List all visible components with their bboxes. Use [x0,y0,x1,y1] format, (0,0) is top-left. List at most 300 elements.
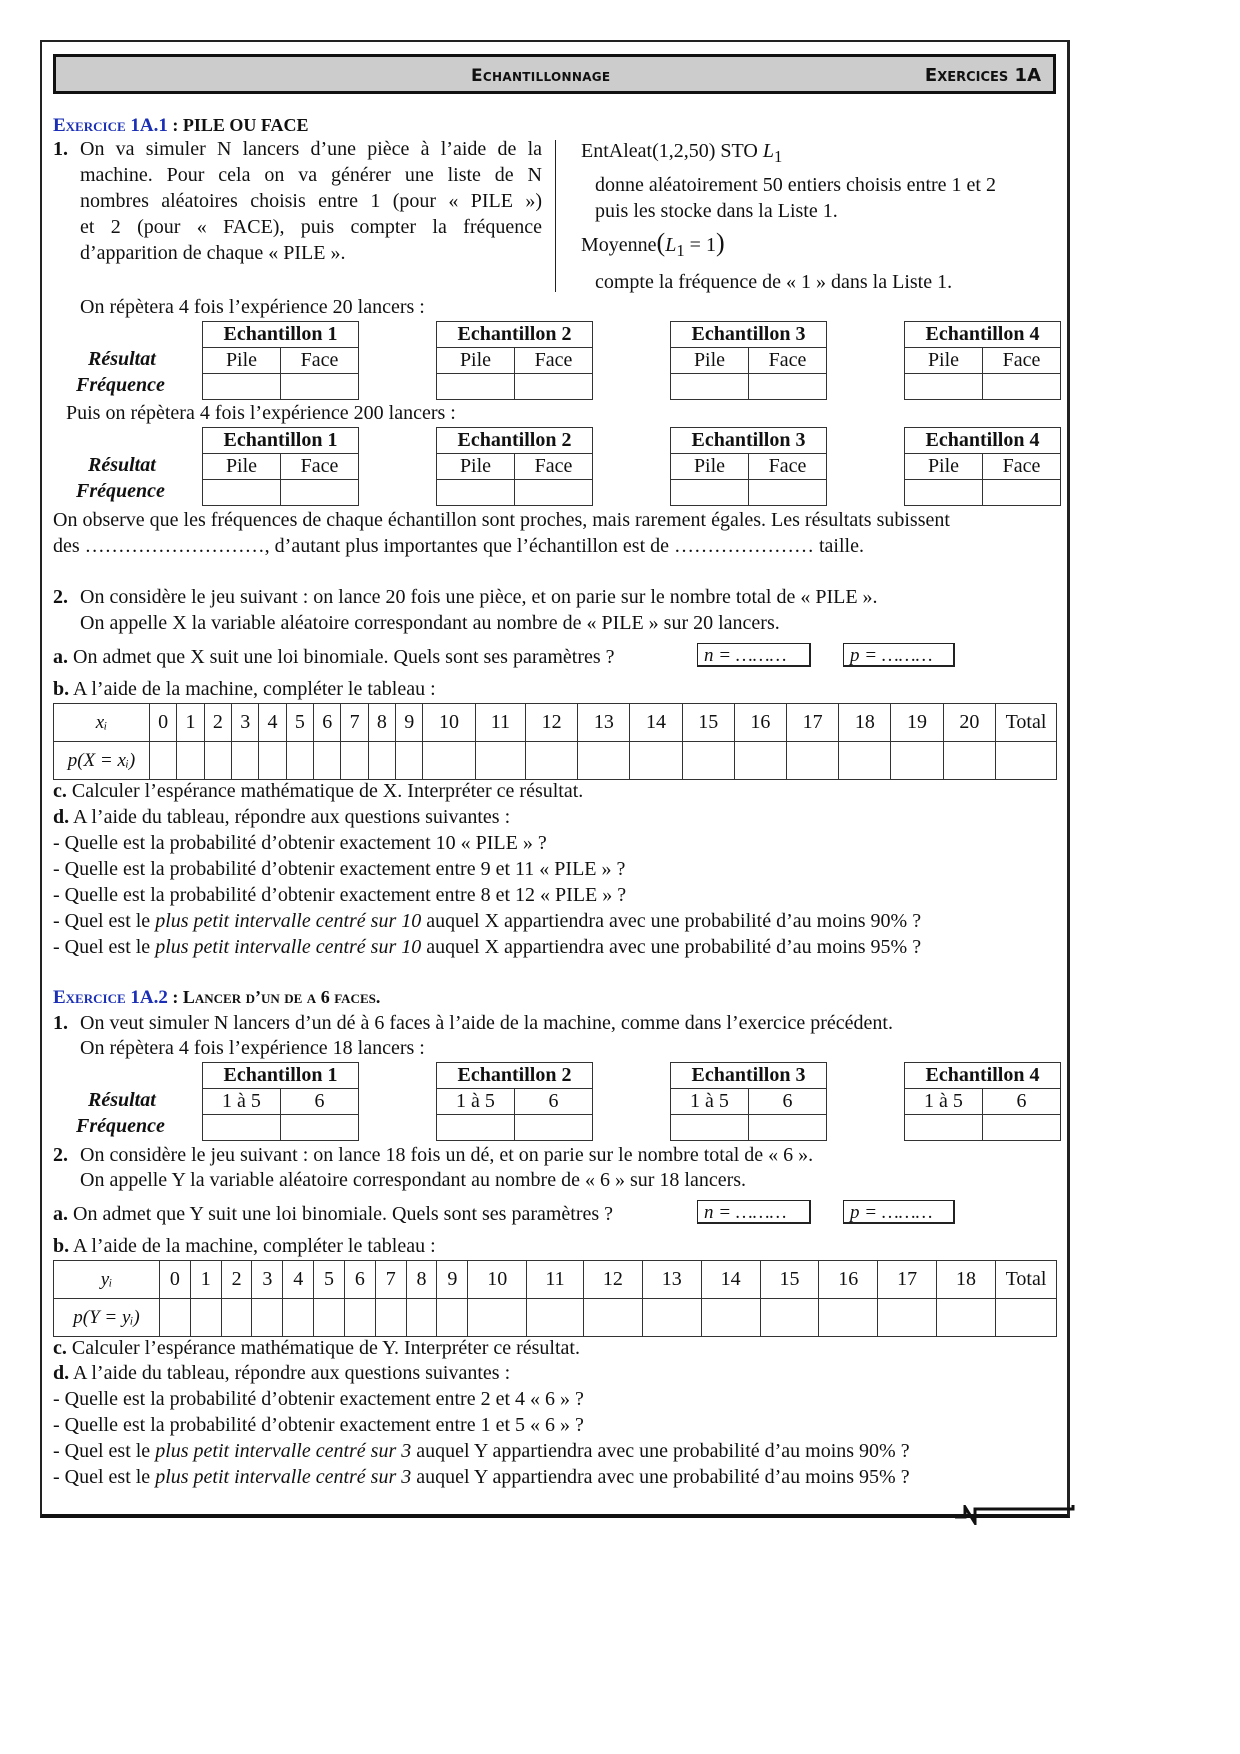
sample-header-row [905,428,1061,454]
probability-cell[interactable] [937,1299,996,1337]
probability-cell[interactable] [160,1299,191,1337]
value-cell: 6 [314,704,341,742]
probability-cell[interactable] [760,1299,819,1337]
value-cell: 0 [150,704,177,742]
frequency-cell[interactable] [983,374,1061,400]
sample-col-1: Pile [671,454,749,480]
sample-header-row [437,322,593,348]
calc-cmd1-sub: 1 [773,147,783,166]
question-emphasis: plus petit intervalle centré sur 10 [155,910,422,932]
table-row-probabilities [54,1299,1057,1337]
qc-label: c. [53,1337,67,1359]
frequency-cell[interactable] [905,480,983,506]
q1-line: machine. Pour cela on va générer une liste de N [80,164,542,186]
probability-cell[interactable] [423,742,475,780]
value-cell: 10 [423,704,475,742]
sample-name: Echantillon 3 [671,428,827,454]
sample-name: Echantillon 3 [671,1063,827,1089]
frequency-cell[interactable] [203,1115,281,1141]
value-cell: 3 [252,1261,283,1299]
qc-question: Calculer l’espérance mathématique de X. Interpréter ce résultat. [71,780,584,802]
sample-col-2: 6 [515,1089,593,1115]
total-cell[interactable] [996,742,1057,780]
sample-table [904,321,1061,400]
frequency-cell[interactable] [281,1115,359,1141]
calc-desc-1a: donne aléatoirement 50 entiers choisis entre 1 et 2 [595,174,996,196]
sample-header-row [203,322,359,348]
frequency-cell[interactable] [515,480,593,506]
value-cell: 1 [190,1261,221,1299]
p-parameter-box[interactable]: p = ……… [843,643,955,667]
probability-cell[interactable] [314,742,341,780]
sample-col-1: 1 à 5 [905,1089,983,1115]
frequency-cell[interactable] [983,480,1061,506]
row-label-frequency: Fréquence [76,374,165,396]
sample-result-row [203,348,359,374]
question-text: - Quel est le [53,936,156,958]
column-divider [555,140,556,292]
question-text: - Quelle est la probabilité d’obtenir exactement entre 2 et 4 « 6 » ? [53,1388,584,1410]
frequency-cell[interactable] [437,374,515,400]
sample-frequency-row [203,1115,359,1141]
frequency-cell[interactable] [983,1115,1061,1141]
sample-table [436,321,593,400]
frequency-cell[interactable] [515,374,593,400]
value-cell: 5 [314,1261,345,1299]
sample-col-1: Pile [437,348,515,374]
exercise-1-subtitle: PILE OU FACE [182,115,309,135]
table-header-yi: yᵢ [54,1261,160,1299]
header-exercises: Exercices 1A [924,65,1041,86]
sample-header-row [671,1063,827,1089]
value-cell: 8 [406,1261,437,1299]
q1-line: d’apparition de chaque « PILE ». [80,242,346,264]
question-text: - Quel est le [53,1440,156,1462]
sample-header-row [905,322,1061,348]
question-text: - Quel est le [53,910,156,932]
q2-number: 2. [53,586,68,608]
probability-cell[interactable] [891,742,943,780]
value-cell: 18 [839,704,891,742]
qc-text [53,778,583,804]
qb-question: A l’aide de la machine, compléter le tableau : [73,678,436,700]
table-row-probabilities [54,742,1057,780]
value-cell: 7 [375,1261,406,1299]
qc-label: c. [53,780,67,802]
calc-cmd1-text: EntAleat(1,2,50) STO [581,140,763,162]
question-item [53,856,625,882]
table-row-values [54,1261,1057,1299]
qd-label: d. [53,806,70,828]
table-header-xi: xᵢ [54,704,150,742]
probability-cell[interactable] [642,1299,701,1337]
sample-col-2: 6 [983,1089,1061,1115]
page-header [53,54,1056,94]
ex2-qb-text [53,1233,436,1259]
n-parameter-box[interactable]: n = ……… [697,643,811,667]
question-text-end: auquel X appartiendra avec une probabilité d’au moins 90% ? [421,910,922,932]
qb-label: b. [53,1235,70,1257]
value-cell: 19 [891,704,943,742]
sample-frequency-row [437,480,593,506]
frequency-cell[interactable] [281,480,359,506]
value-cell: 17 [878,1261,937,1299]
ex2-q2-line-1: On considère le jeu suivant : on lance 18 fois un dé, et on parie sur le nombre total de « 6 ». [80,1144,814,1166]
calc-command-2: $Moyenne(L_1 = 1)$ [581,228,725,260]
probability-cell[interactable] [150,742,177,780]
header-title: Echantillonnage [471,66,611,86]
value-cell: 10 [468,1261,527,1299]
value-cell: 18 [937,1261,996,1299]
frequency-cell[interactable] [749,480,827,506]
ex2-q1-line-1: On veut simuler N lancers d’un dé à 6 faces à l’aide de la machine, comme dans l’exercice précédent. [80,1012,893,1034]
qa-question: On admet que X suit une loi binomiale. Quels sont ses paramètres ? [73,646,615,668]
sample-table [202,321,359,400]
ex2-qc-text [53,1335,580,1361]
sample-header-row [671,322,827,348]
probability-cell[interactable] [341,742,368,780]
q2-line-2: On appelle X la variable aléatoire correspondant au nombre de « PILE » sur 20 lancers. [80,612,780,634]
frequency-cell[interactable] [749,374,827,400]
sample-frequency-row [905,480,1061,506]
sample-col-1: Pile [203,454,281,480]
row-label-result: Résultat [88,1089,156,1111]
probability-cell[interactable] [943,742,995,780]
question-text: - Quel est le [53,1466,156,1488]
exercise-2-number: Exercice 1A.2 [53,987,168,1008]
sample-result-row [905,1089,1061,1115]
probability-cell[interactable] [314,1299,345,1337]
probability-cell[interactable] [375,1299,406,1337]
row-label-result: Résultat [88,454,156,476]
probability-cell[interactable] [221,1299,252,1337]
qb-text [53,676,436,702]
repeat-200-text: Puis on répètera 4 fois l’expérience 200 lancers : [66,402,456,424]
probability-cell[interactable] [787,742,839,780]
question-item [53,1438,910,1464]
sample-name: Echantillon 1 [203,1063,359,1089]
qd-question: A l’aide du tableau, répondre aux questions suivantes : [73,806,511,828]
sample-result-row [203,454,359,480]
calc-cmd2-var: L [665,234,677,256]
ex2-q1-number: 1. [53,1012,68,1034]
repeat-20-text: On répètera 4 fois l’expérience 20 lancers : [80,296,425,318]
probability-cell[interactable] [344,1299,375,1337]
value-cell: 16 [734,704,786,742]
sample-table [904,1062,1061,1141]
value-cell: 5 [286,704,313,742]
question-item [53,882,626,908]
ex2-q2-line-2: On appelle Y la variable aléatoire correspondant au nombre de « 6 » sur 18 lancers. [80,1169,747,1191]
title-separator: : [167,115,183,135]
question-text: - Quelle est la probabilité d’obtenir exactement 10 « PILE » ? [53,832,547,854]
table-row-values [54,704,1057,742]
value-cell: 12 [526,704,578,742]
sample-header-row [437,428,593,454]
value-cell: 4 [283,1261,314,1299]
probability-cell[interactable] [437,1299,468,1337]
sample-name: Echantillon 3 [671,322,827,348]
exercise-1-title [53,112,309,139]
sample-frequency-row [203,480,359,506]
probability-cell[interactable] [283,1299,314,1337]
value-cell: 8 [368,704,395,742]
question-text: - Quelle est la probabilité d’obtenir exactement entre 8 et 12 « PILE » ? [53,884,627,906]
sample-frequency-row [905,1115,1061,1141]
qa-text [53,644,615,670]
row-label-frequency: Fréquence [76,1115,165,1137]
probability-cell[interactable] [177,742,204,780]
total-cell[interactable] [996,1299,1057,1337]
probability-cell[interactable] [526,742,578,780]
title-separator: : [167,987,183,1007]
sample-table [202,427,359,506]
sample-col-1: Pile [671,348,749,374]
q1-line: et 2 (pour « FACE), puis compter la fréquence [80,216,542,238]
question-text: - Quelle est la probabilité d’obtenir exactement entre 9 et 11 « PILE » ? [53,858,626,880]
sample-result-row [437,1089,593,1115]
probability-cell[interactable] [839,742,891,780]
sample-col-1: Pile [203,348,281,374]
frequency-cell[interactable] [749,1115,827,1141]
question-text-end: auquel Y appartiendra avec une probabilité d’au moins 95% ? [411,1466,910,1488]
sample-table [670,1062,827,1141]
frequency-cell[interactable] [671,374,749,400]
sample-frequency-row [905,374,1061,400]
q1-text [80,136,542,266]
probability-cell[interactable] [396,742,423,780]
exercise-2-subtitle: Lancer d’un de a 6 faces. [182,987,381,1007]
probability-cell[interactable] [475,742,525,780]
qc-question: Calculer l’espérance mathématique de Y. Interpréter ce résultat. [71,1337,580,1359]
qa-label: a. [53,1203,68,1225]
sample-col-1: Pile [905,348,983,374]
question-text: - Quelle est la probabilité d’obtenir exactement entre 1 et 5 « 6 » ? [53,1414,584,1436]
sample-col-1: 1 à 5 [671,1089,749,1115]
question-emphasis: plus petit intervalle centré sur 10 [155,936,422,958]
sample-result-row [437,348,593,374]
probability-cell[interactable] [286,742,313,780]
ex2-qa-text [53,1201,613,1227]
question-item [53,934,921,960]
frequency-cell[interactable] [515,1115,593,1141]
exercise-1-number: Exercice 1A.1 [53,115,168,136]
probability-cell[interactable] [232,742,259,780]
value-cell: 17 [787,704,839,742]
sample-frequency-row [671,480,827,506]
total-header: Total [996,704,1057,742]
sample-frequency-row [437,1115,593,1141]
frequency-cell[interactable] [905,374,983,400]
value-cell: 4 [259,704,286,742]
frequency-cell[interactable] [671,1115,749,1141]
sample-col-2: Face [749,348,827,374]
value-cell: 0 [160,1261,191,1299]
sample-col-2: 6 [749,1089,827,1115]
calc-desc-2: compte la fréquence de « 1 » dans la Liste 1. [595,271,953,293]
calc-cmd2-text: Moyenne [581,234,657,256]
table-header-pxi: p(X = xᵢ) [54,742,150,780]
probability-table-y [53,1260,1057,1337]
frequency-cell[interactable] [671,480,749,506]
qa-question: On admet que Y suit une loi binomiale. Quels sont ses paramètres ? [73,1203,614,1225]
probability-cell[interactable] [527,1299,584,1337]
sample-name: Echantillon 4 [905,322,1061,348]
calc-command-1 [581,138,782,170]
probability-cell[interactable] [578,742,630,780]
sample-result-row [905,454,1061,480]
sample-name: Echantillon 4 [905,1063,1061,1089]
ex2-qd-text [53,1360,510,1386]
sample-table [670,321,827,400]
frequency-cell[interactable] [437,1115,515,1141]
sample-header-row [905,1063,1061,1089]
calc-cmd2-sub: 1 [676,241,685,260]
question-item [53,908,921,934]
value-cell: 2 [204,704,231,742]
value-cell: 6 [344,1261,375,1299]
probability-cell[interactable] [630,742,682,780]
sample-col-2: Face [983,454,1061,480]
probability-cell[interactable] [682,742,734,780]
observation-line-2: des ………………………, d’autant plus importantes que l’échantillon est de ………………… taille. [53,535,864,557]
sample-name: Echantillon 4 [905,428,1061,454]
qb-label: b. [53,678,70,700]
probability-cell[interactable] [819,1299,878,1337]
sample-result-row [671,1089,827,1115]
sample-result-row [437,454,593,480]
question-item [53,830,547,856]
probability-cell[interactable] [204,742,231,780]
value-cell: 2 [221,1261,252,1299]
frequency-cell[interactable] [905,1115,983,1141]
value-cell: 14 [701,1261,760,1299]
row-label-result: Résultat [88,348,156,370]
p-parameter-box[interactable]: p = ……… [843,1200,955,1224]
sample-frequency-row [437,374,593,400]
frequency-cell[interactable] [203,480,281,506]
sample-name: Echantillon 2 [437,428,593,454]
probability-cell[interactable] [701,1299,760,1337]
qa-label: a. [53,646,68,668]
sample-table [904,427,1061,506]
question-item [53,1386,584,1412]
frequency-cell[interactable] [281,374,359,400]
ex2-q1-line-2: On répètera 4 fois l’expérience 18 lancers : [80,1037,425,1059]
sample-col-1: Pile [437,454,515,480]
sample-col-2: Face [515,454,593,480]
sample-col-2: Face [281,348,359,374]
qd-text [53,804,510,830]
sample-col-1: 1 à 5 [203,1089,281,1115]
page-corner-notch [955,1505,1075,1525]
sample-result-row [671,454,827,480]
sample-name: Echantillon 2 [437,322,593,348]
observation-line-1: On observe que les fréquences de chaque échantillon sont proches, mais rarement égales. Les résultats subissent [53,509,950,531]
question-emphasis: plus petit intervalle centré sur 3 [155,1466,412,1488]
sample-col-2: Face [515,348,593,374]
value-cell: 11 [475,704,525,742]
probability-cell[interactable] [468,1299,527,1337]
calc-desc-1b: puis les stocke dans la Liste 1. [595,200,838,222]
sample-frequency-row [671,1115,827,1141]
qd-label: d. [53,1362,70,1384]
sample-result-row [203,1089,359,1115]
frequency-cell[interactable] [203,374,281,400]
q1-line: On va simuler N lancers d’une pièce à l’aide de la [80,138,542,160]
sample-frequency-row [671,374,827,400]
question-text-end: auquel X appartiendra avec une probabilité d’au moins 95% ? [421,936,922,958]
sample-col-2: 6 [281,1089,359,1115]
question-item [53,1464,910,1490]
frequency-cell[interactable] [437,480,515,506]
calc-cmd2-rest: = 1 [684,234,716,256]
question-text-end: auquel Y appartiendra avec une probabilité d’au moins 90% ? [411,1440,910,1462]
sample-header-row [203,428,359,454]
sample-table [436,427,593,506]
q2-line-1: On considère le jeu suivant : on lance 20 fois une pièce, et on parie sur le nombre total de « PILE ». [80,586,878,608]
value-cell: 3 [232,704,259,742]
probability-cell[interactable] [734,742,786,780]
n-parameter-box[interactable]: n = ……… [697,1200,811,1224]
sample-col-2: Face [983,348,1061,374]
sample-frequency-row [203,374,359,400]
sample-col-1: Pile [905,454,983,480]
sample-header-row [437,1063,593,1089]
q1-line: nombres aléatoires choisis entre 1 (pour « PILE ») [80,190,542,212]
sample-header-row [203,1063,359,1089]
value-cell: 12 [583,1261,642,1299]
value-cell: 1 [177,704,204,742]
row-label-frequency: Fréquence [76,480,165,502]
sample-col-2: Face [749,454,827,480]
probability-cell[interactable] [252,1299,283,1337]
probability-cell[interactable] [259,742,286,780]
sample-name: Echantillon 2 [437,1063,593,1089]
exercise-2-title [53,984,380,1011]
sample-header-row [671,428,827,454]
question-emphasis: plus petit intervalle centré sur 3 [155,1440,412,1462]
value-cell: 9 [396,704,423,742]
probability-cell[interactable] [583,1299,642,1337]
probability-cell[interactable] [368,742,395,780]
sample-name: Echantillon 1 [203,322,359,348]
question-item [53,1412,584,1438]
value-cell: 13 [642,1261,701,1299]
table-header-pyi: p(Y = yᵢ) [54,1299,160,1337]
ex2-q2-number: 2. [53,1144,68,1166]
sample-col-1: 1 à 5 [437,1089,515,1115]
calc-cmd1-var: L [762,140,774,162]
probability-cell[interactable] [190,1299,221,1337]
sample-table [202,1062,359,1141]
value-cell: 16 [819,1261,878,1299]
qd-question: A l’aide du tableau, répondre aux questions suivantes : [73,1362,511,1384]
value-cell: 13 [578,704,630,742]
value-cell: 20 [943,704,995,742]
probability-cell[interactable] [406,1299,437,1337]
sample-col-2: Face [281,454,359,480]
sample-table [670,427,827,506]
q1-number: 1. [53,138,68,160]
sample-name: Echantillon 1 [203,428,359,454]
probability-table-x [53,703,1057,780]
qb-question: A l’aide de la machine, compléter le tableau : [73,1235,436,1257]
total-header: Total [996,1261,1057,1299]
value-cell: 14 [630,704,682,742]
probability-cell[interactable] [878,1299,937,1337]
sample-table [436,1062,593,1141]
